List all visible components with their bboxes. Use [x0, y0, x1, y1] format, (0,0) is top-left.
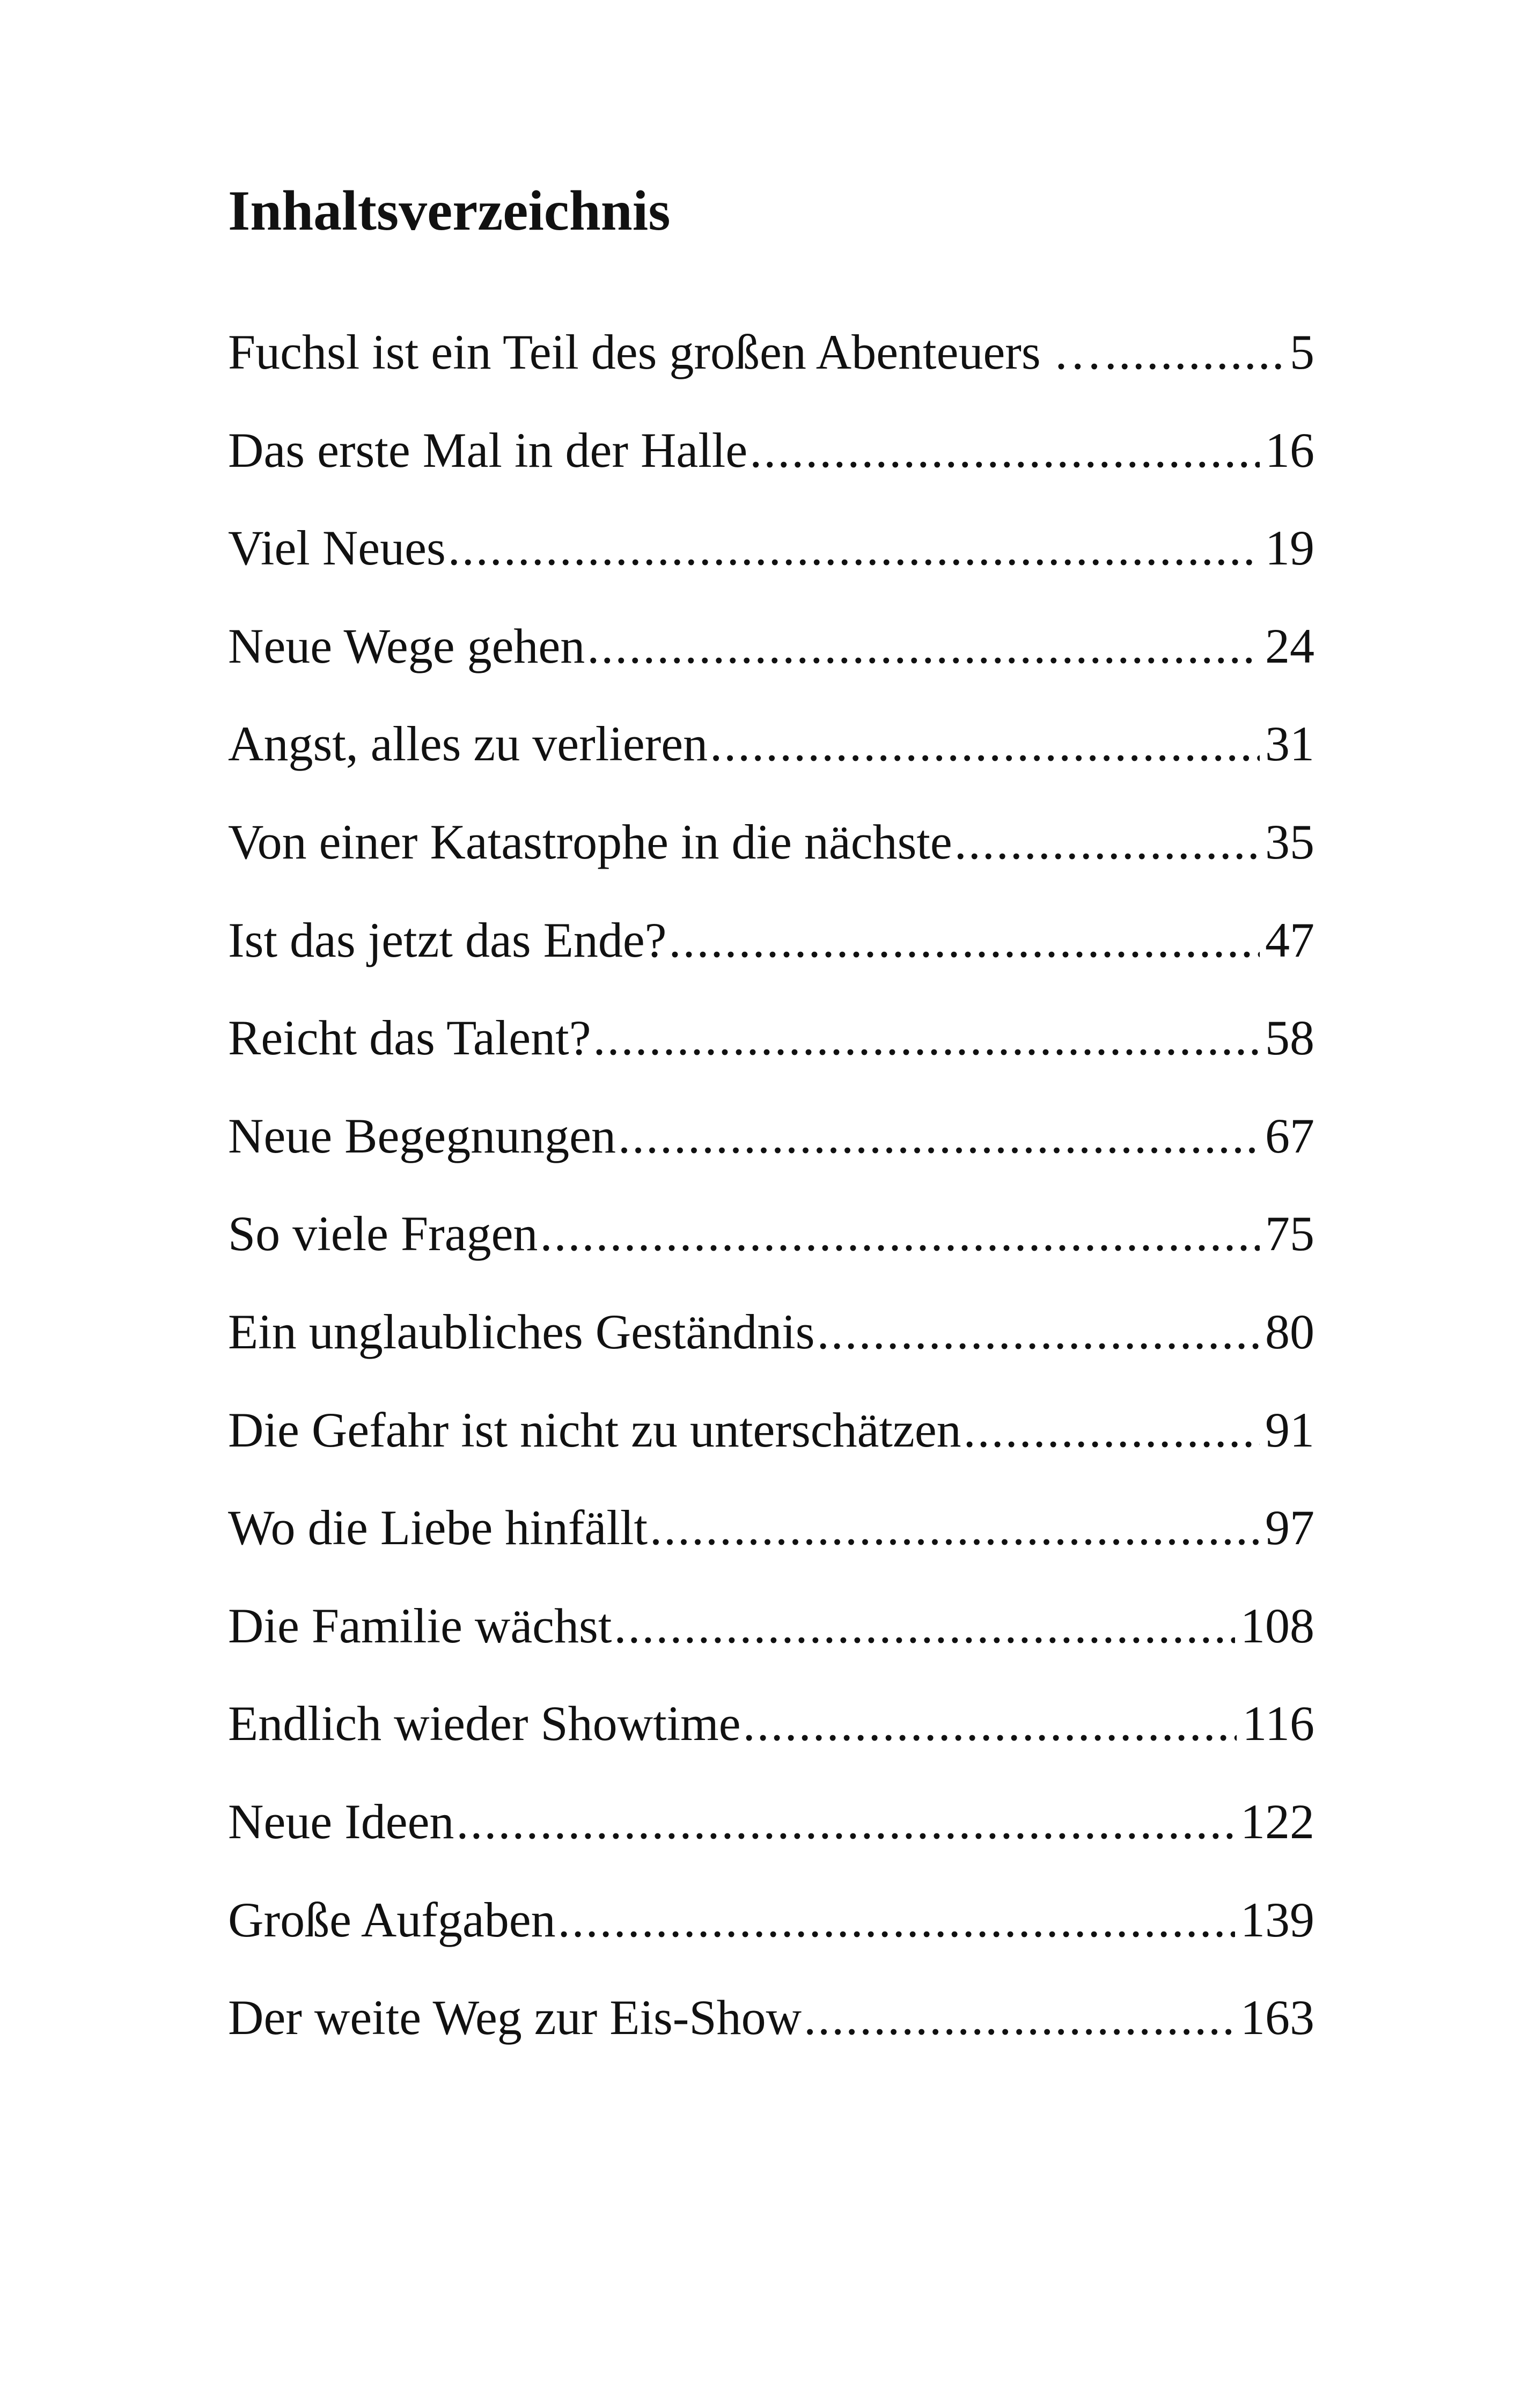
- dot-leader: [587, 621, 1260, 671]
- toc-entry: [228, 520, 1314, 621]
- toc-entry: [228, 1206, 1314, 1307]
- dot-leader: [540, 1209, 1260, 1258]
- toc-entry-title: Ein unglaubliches Geständnis: [228, 1304, 815, 1359]
- toc-entry-page-number: 116: [1242, 1696, 1314, 1751]
- toc-entry-page-number: 35: [1265, 814, 1314, 869]
- toc-entry-page-number: 24: [1265, 618, 1314, 673]
- toc-entry: [228, 1010, 1314, 1111]
- toc-entry: [228, 618, 1314, 720]
- toc-entry-page-number: 97: [1265, 1500, 1314, 1555]
- toc-entry-title: Fuchsl ist ein Teil des großen Abenteuers …: [228, 325, 1103, 379]
- toc-entry-title: So viele Fragen: [228, 1206, 538, 1261]
- toc-entry-title: Die Familie wächst: [228, 1598, 612, 1653]
- toc-entry: [228, 1990, 1314, 2091]
- toc-entry-page-number: 19: [1265, 520, 1314, 576]
- toc-entry-title: Große Aufgaben: [228, 1892, 556, 1947]
- dot-leader: [614, 1601, 1235, 1650]
- dot-leader: [1105, 327, 1284, 377]
- toc-entry: [228, 422, 1314, 524]
- toc-entry-page-number: 67: [1265, 1108, 1314, 1163]
- page-title: Inhaltsverzeichnis: [228, 179, 671, 242]
- table-of-contents: [228, 327, 1314, 2091]
- toc-entry-title: Von einer Katastrophe in die nächste: [228, 814, 952, 869]
- toc-entry-page-number: 108: [1240, 1598, 1314, 1653]
- dot-leader: [650, 1503, 1260, 1552]
- toc-entry-page-number: 16: [1265, 422, 1314, 478]
- toc-entry-page-number: 58: [1265, 1010, 1314, 1066]
- toc-entry-title: Endlich wieder Showtime: [228, 1696, 741, 1751]
- toc-entry: [228, 1598, 1314, 1699]
- toc-entry: [228, 1892, 1314, 1993]
- dot-leader: [669, 915, 1260, 965]
- toc-entry-title: Neue Begegnungen: [228, 1108, 616, 1163]
- toc-entry-title: Neue Wege gehen: [228, 618, 585, 673]
- toc-entry-title: Wo die Liebe hinfällt: [228, 1500, 648, 1555]
- dot-leader: [456, 1797, 1235, 1846]
- toc-entry-page-number: 122: [1240, 1794, 1314, 1849]
- toc-entry: [228, 912, 1314, 1014]
- dot-leader: [964, 1405, 1260, 1455]
- dot-leader: [750, 425, 1260, 475]
- toc-entry-title: Viel Neues: [228, 520, 446, 576]
- dot-leader: [448, 523, 1260, 572]
- toc-entry-page-number: 75: [1265, 1206, 1314, 1261]
- dot-leader: [804, 1993, 1235, 2042]
- toc-entry: [228, 327, 1314, 425]
- toc-entry: [228, 1304, 1314, 1405]
- toc-entry: [228, 1108, 1314, 1209]
- toc-entry-page-number: 31: [1265, 716, 1314, 772]
- toc-entry-page-number: 5: [1290, 325, 1314, 379]
- toc-entry-title: Reicht das Talent?: [228, 1010, 591, 1066]
- dot-leader: [817, 1307, 1260, 1356]
- toc-entry: [228, 814, 1314, 915]
- toc-entry-page-number: 80: [1265, 1304, 1314, 1359]
- toc-entry-page-number: 91: [1265, 1402, 1314, 1457]
- toc-entry-title: Angst, alles zu verlieren: [228, 716, 708, 772]
- toc-entry: [228, 1794, 1314, 1895]
- toc-entry-page-number: 47: [1265, 912, 1314, 967]
- toc-entry: [228, 716, 1314, 817]
- dot-leader: [558, 1895, 1235, 1944]
- dot-leader: [954, 817, 1260, 867]
- toc-entry-title: Neue Ideen: [228, 1794, 454, 1849]
- dot-leader: [743, 1699, 1237, 1748]
- toc-entry: [228, 1696, 1314, 1797]
- toc-entry-page-number: 163: [1240, 1990, 1314, 2045]
- toc-entry-title: Die Gefahr ist nicht zu unterschätzen: [228, 1402, 961, 1457]
- toc-entry-title: Der weite Weg zur Eis-Show: [228, 1990, 802, 2045]
- dot-leader: [618, 1111, 1260, 1161]
- dot-leader: [710, 719, 1260, 768]
- toc-entry-title: Ist das jetzt das Ende?: [228, 912, 667, 967]
- toc-entry-title: Das erste Mal in der Halle: [228, 422, 748, 478]
- toc-entry-page-number: 139: [1240, 1892, 1314, 1947]
- toc-entry: [228, 1500, 1314, 1601]
- toc-entry: [228, 1402, 1314, 1503]
- dot-leader: [593, 1013, 1260, 1062]
